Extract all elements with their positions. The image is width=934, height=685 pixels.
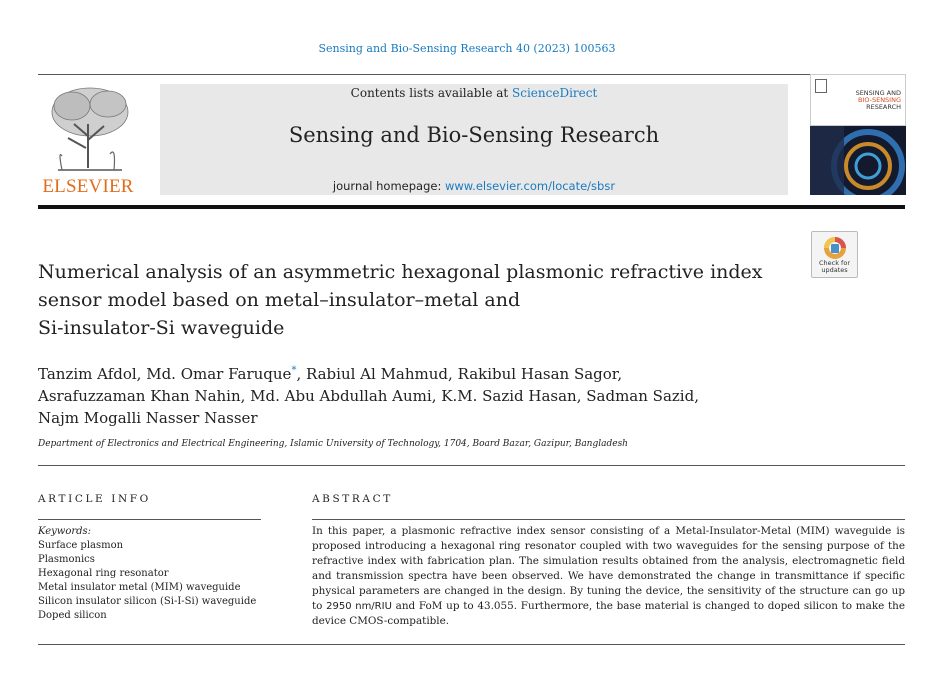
keyword-item: Silicon insulator silicon (Si-I-Si) waveguide [38,596,257,607]
check-for-updates-line2: updates [821,266,848,274]
article-title [38,258,808,342]
author-list [38,360,818,429]
header-thick-rule [38,205,905,209]
authors-line1a: Tanzim Afdol, Md. Omar Faruque [38,365,292,383]
abstract-heading: ABSTRACT [312,493,393,505]
keyword-item: Hexagonal ring resonator [38,568,169,579]
cover-title-line2: BIO-SENSING [857,96,901,104]
journal-citation[interactable]: Sensing and Bio-Sensing Research 40 (2023) 100563 [318,42,616,55]
journal-cover-image[interactable] [810,74,906,195]
authors-line2: Asrafuzzaman Khan Nahin, Md. Abu Abdullah Aumi, K.M. Sazid Hasan, Sadman Sazid, [38,387,699,405]
sciencedirect-link[interactable]: ScienceDirect [512,86,598,100]
keyword-item: Surface plasmon [38,540,124,551]
header-rule [38,74,815,75]
article-title-line3: Si-insulator-Si waveguide [38,317,285,339]
abstract-part1: In this paper, a plasmonic refractive index sensor consisting of a Metal-Insulator-Metal (MIM) waveguide is proposed introducing a hexagonal ring resonator coupled with two waveguides for the sensing purpose of the refractive index with fabrication plan. The simulation results obtained from the analysis, electromagnetic field and transmission spectra have been observed. We have demonstrated the change in transmittance if specific physical parameters are changed in the design. By tuning the device, the sensitivity of the structure can go up to [312,525,905,612]
cover-artwork [810,74,906,195]
cover-title-line1: SENSING AND [855,89,901,97]
authors-line1b: , Rabiul Al Mahmud, Rakibul Hasan Sagor, [296,365,623,383]
check-for-updates-icon [822,235,848,261]
contents-line [160,86,788,100]
journal-masthead [160,84,788,195]
article-info-rule [38,519,261,520]
authors-line3: Najm Mogalli Nasser Nasser [38,409,258,427]
keyword-item: Metal insulator metal (MIM) waveguide [38,582,241,593]
cover-title-line3: RESEARCH [866,103,901,111]
article-title-line2: sensor model based on metal–insulator–metal and [38,289,521,311]
abstract-sensitivity: 2950 nm/RIU [326,601,392,612]
check-for-updates-badge[interactable] [811,231,858,278]
keywords-label: Keywords: [38,526,92,537]
article-title-line1: Numerical analysis of an asymmetric hexagonal plasmonic refractive index [38,261,763,283]
keyword-item: Doped silicon [38,610,107,621]
keywords-block [38,525,268,623]
corresponding-author-link[interactable]: * [291,365,297,376]
homepage-prefix: journal homepage: [332,179,445,193]
abstract-text [312,524,905,629]
footer-rule [38,644,905,645]
homepage-line [160,179,788,193]
author-affiliation: Department of Electronics and Electrical Engineering, Islamic University of Technology, 1704, Board Bazar, Gazipur, Bangladesh [38,439,628,449]
section-rule [38,465,905,466]
article-info-heading: ARTICLE INFO [38,493,151,505]
check-for-updates-line1: Check for [819,259,850,267]
abstract-part2: and FoM up to 43.055. Furthermore, the base material is changed to doped silicon to make the device CMOS-compatible. [312,600,906,627]
contents-prefix: Contents lists available at [350,86,513,100]
check-for-updates-label [812,260,857,274]
abstract-rule [312,519,905,520]
keyword-item: Plasmonics [38,554,95,565]
journal-title: Sensing and Bio-Sensing Research [288,123,660,147]
elsevier-wordmark: ELSEVIER [42,176,134,197]
journal-homepage-link[interactable]: www.elsevier.com/locate/sbsr [445,179,616,193]
